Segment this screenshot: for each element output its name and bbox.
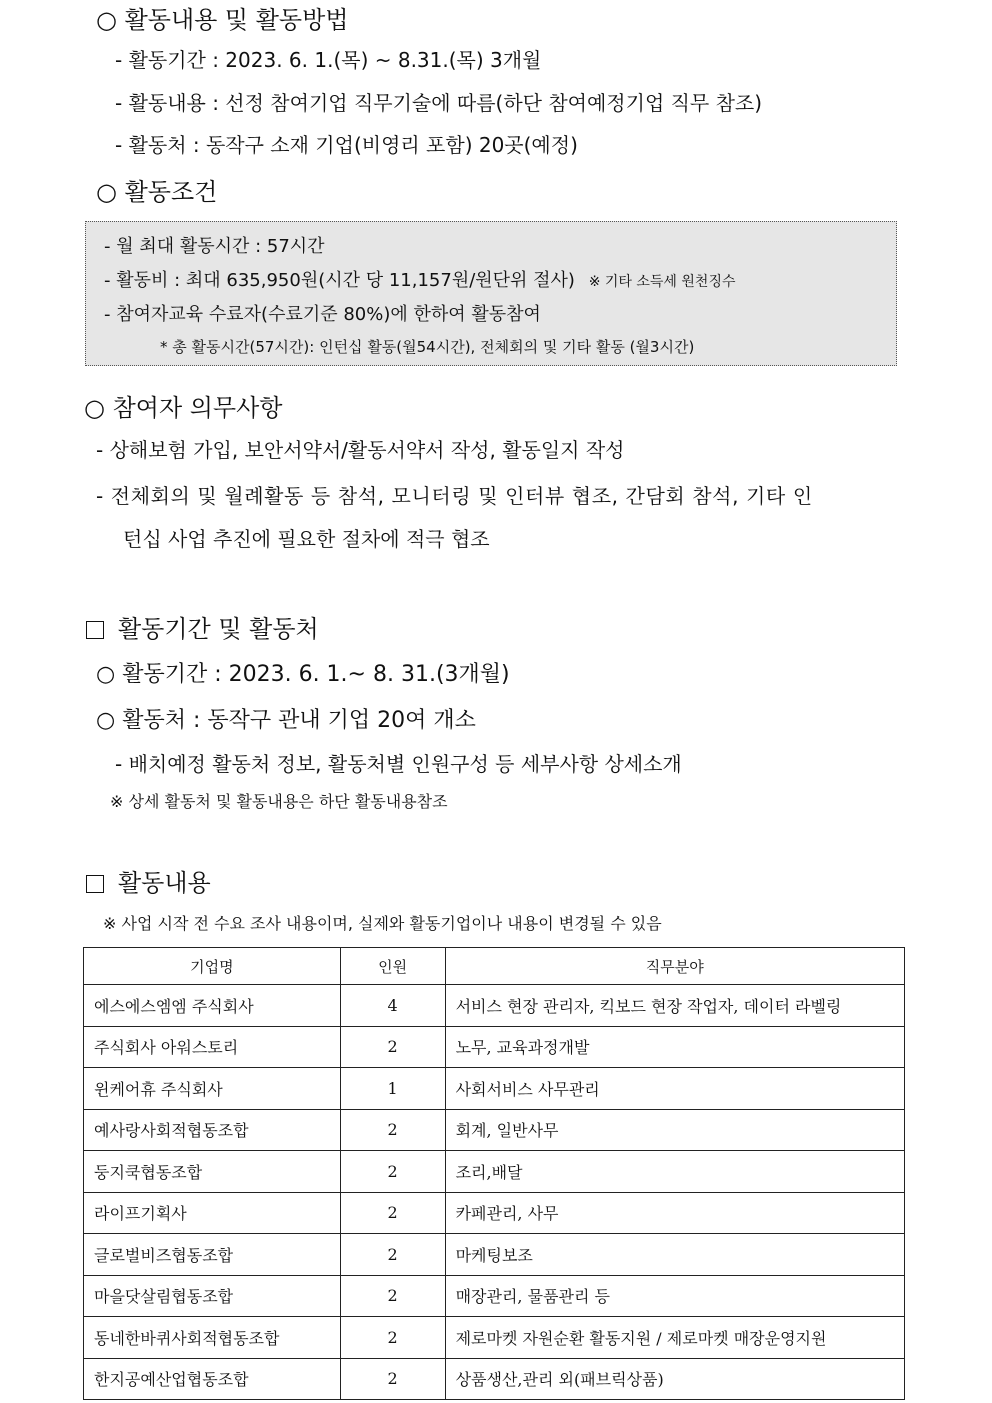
place-detail: - 배치예정 활동처 정보, 활동처별 인원구성 등 세부사항 상세소개 bbox=[115, 752, 682, 776]
activity-content-item: - 활동내용 : 선정 참여기업 직무기술에 따름(하단 참여예정기업 직무 참조) bbox=[115, 91, 763, 115]
company-name: 에스에스엠엠 주식회사 bbox=[84, 985, 341, 1027]
duty-item: - 전체회의 및 월례활동 등 참석, 모니터링 및 인터뷰 협조, 간담회 참석, 기타 인 bbox=[96, 484, 813, 508]
headcount: 1 bbox=[340, 1068, 445, 1110]
table-row bbox=[84, 1026, 905, 1068]
company-name: 글로벌비즈협동조합 bbox=[84, 1234, 341, 1276]
table-row bbox=[84, 1068, 905, 1110]
job-field: 서비스 현장 관리자, 킥보드 현장 작업자, 데이터 라벨링 bbox=[445, 985, 904, 1027]
job-field: 제로마켓 자원순환 활동지원 / 제로마켓 매장운영지원 bbox=[445, 1317, 904, 1359]
table-row bbox=[84, 985, 905, 1027]
job-field: 카페관리, 사무 bbox=[445, 1192, 904, 1234]
company-name: 둥지쿡협동조합 bbox=[84, 1151, 341, 1193]
headcount: 2 bbox=[340, 1026, 445, 1068]
period-line: ○ 활동기간 : 2023. 6. 1.~ 8. 31.(3개월) bbox=[96, 662, 510, 687]
company-name: 예사랑사회적협동조합 bbox=[84, 1109, 341, 1151]
activities-heading-text: 활동내용 bbox=[118, 869, 211, 897]
table-row bbox=[84, 1317, 905, 1359]
company-name: 라이프기획사 bbox=[84, 1192, 341, 1234]
table-row bbox=[84, 1275, 905, 1317]
activity-method-heading: ○ 활동내용 및 활동방법 bbox=[96, 6, 349, 34]
company-name: 동네한바퀴사회적협동조합 bbox=[84, 1317, 341, 1359]
company-name: 주식회사 아워스토리 bbox=[84, 1026, 341, 1068]
activities-note: ※ 사업 시작 전 수요 조사 내용이며, 실제와 활동기업이나 내용이 변경될 수 있음 bbox=[103, 914, 662, 933]
duty-item-continued: 턴십 사업 추진에 필요한 절차에 적극 협조 bbox=[123, 527, 490, 551]
headcount: 2 bbox=[340, 1151, 445, 1193]
column-header-job-field: 직무분야 bbox=[445, 948, 904, 985]
company-name: 윈케어휴 주식회사 bbox=[84, 1068, 341, 1110]
condition-max-hours: - 월 최대 활동시간 : 57시간 bbox=[104, 236, 325, 257]
job-field: 매장관리, 물품관리 등 bbox=[445, 1275, 904, 1317]
headcount: 2 bbox=[340, 1192, 445, 1234]
job-field: 사회서비스 사무관리 bbox=[445, 1068, 904, 1110]
job-field: 조리,배달 bbox=[445, 1151, 904, 1193]
conditions-footnote: * 총 활동시간(57시간): 인턴십 활동(월54시간), 전체회의 및 기타 활동 (월3시간) bbox=[160, 338, 695, 356]
table-header-row bbox=[84, 948, 905, 985]
headcount: 2 bbox=[340, 1109, 445, 1151]
job-field: 회계, 일반사무 bbox=[445, 1109, 904, 1151]
table-row bbox=[84, 1109, 905, 1151]
table-row bbox=[84, 1192, 905, 1234]
company-name: 한지공예산업협동조합 bbox=[84, 1358, 341, 1400]
column-header-headcount: 인원 bbox=[340, 948, 445, 985]
condition-pay-text: - 활동비 : 최대 635,950원(시간 당 11,157원/원단위 절사) bbox=[104, 270, 575, 291]
headcount: 2 bbox=[340, 1234, 445, 1276]
period-place-heading bbox=[86, 609, 319, 644]
checkbox-square-icon bbox=[86, 621, 104, 639]
duty-item: - 상해보험 가입, 보안서약서/활동서약서 작성, 활동일지 작성 bbox=[96, 438, 625, 462]
company-name: 마을닷살림협동조합 bbox=[84, 1275, 341, 1317]
table-row bbox=[84, 1234, 905, 1276]
condition-education: - 참여자교육 수료자(수료기준 80%)에 한하여 활동참여 bbox=[104, 304, 541, 325]
period-place-heading-text: 활동기간 및 활동처 bbox=[118, 615, 319, 643]
tax-note: ※ 기타 소득세 원천징수 bbox=[588, 274, 736, 290]
table-row bbox=[84, 1358, 905, 1400]
job-field: 상품생산,관리 외(패브릭상품) bbox=[445, 1358, 904, 1400]
activity-period-item: - 활동기간 : 2023. 6. 1.(목) ~ 8.31.(목) 3개월 bbox=[115, 48, 542, 72]
conditions-heading: ○ 활동조건 bbox=[96, 178, 218, 206]
headcount: 2 bbox=[340, 1275, 445, 1317]
duties-heading: ○ 참여자 의무사항 bbox=[84, 394, 283, 422]
column-header-company: 기업명 bbox=[84, 948, 341, 985]
activities-table bbox=[83, 947, 905, 1400]
condition-pay bbox=[104, 266, 736, 292]
activities-heading bbox=[86, 863, 211, 898]
headcount: 4 bbox=[340, 985, 445, 1027]
place-line: ○ 활동처 : 동작구 관내 기업 20여 개소 bbox=[96, 708, 476, 733]
table-row bbox=[84, 1151, 905, 1193]
checkbox-square-icon bbox=[86, 875, 104, 893]
job-field: 노무, 교육과정개발 bbox=[445, 1026, 904, 1068]
headcount: 2 bbox=[340, 1358, 445, 1400]
activity-place-item: - 활동처 : 동작구 소재 기업(비영리 포함) 20곳(예정) bbox=[115, 133, 578, 157]
headcount: 2 bbox=[340, 1317, 445, 1359]
place-note: ※ 상세 활동처 및 활동내용은 하단 활동내용참조 bbox=[110, 792, 448, 811]
job-field: 마케팅보조 bbox=[445, 1234, 904, 1276]
